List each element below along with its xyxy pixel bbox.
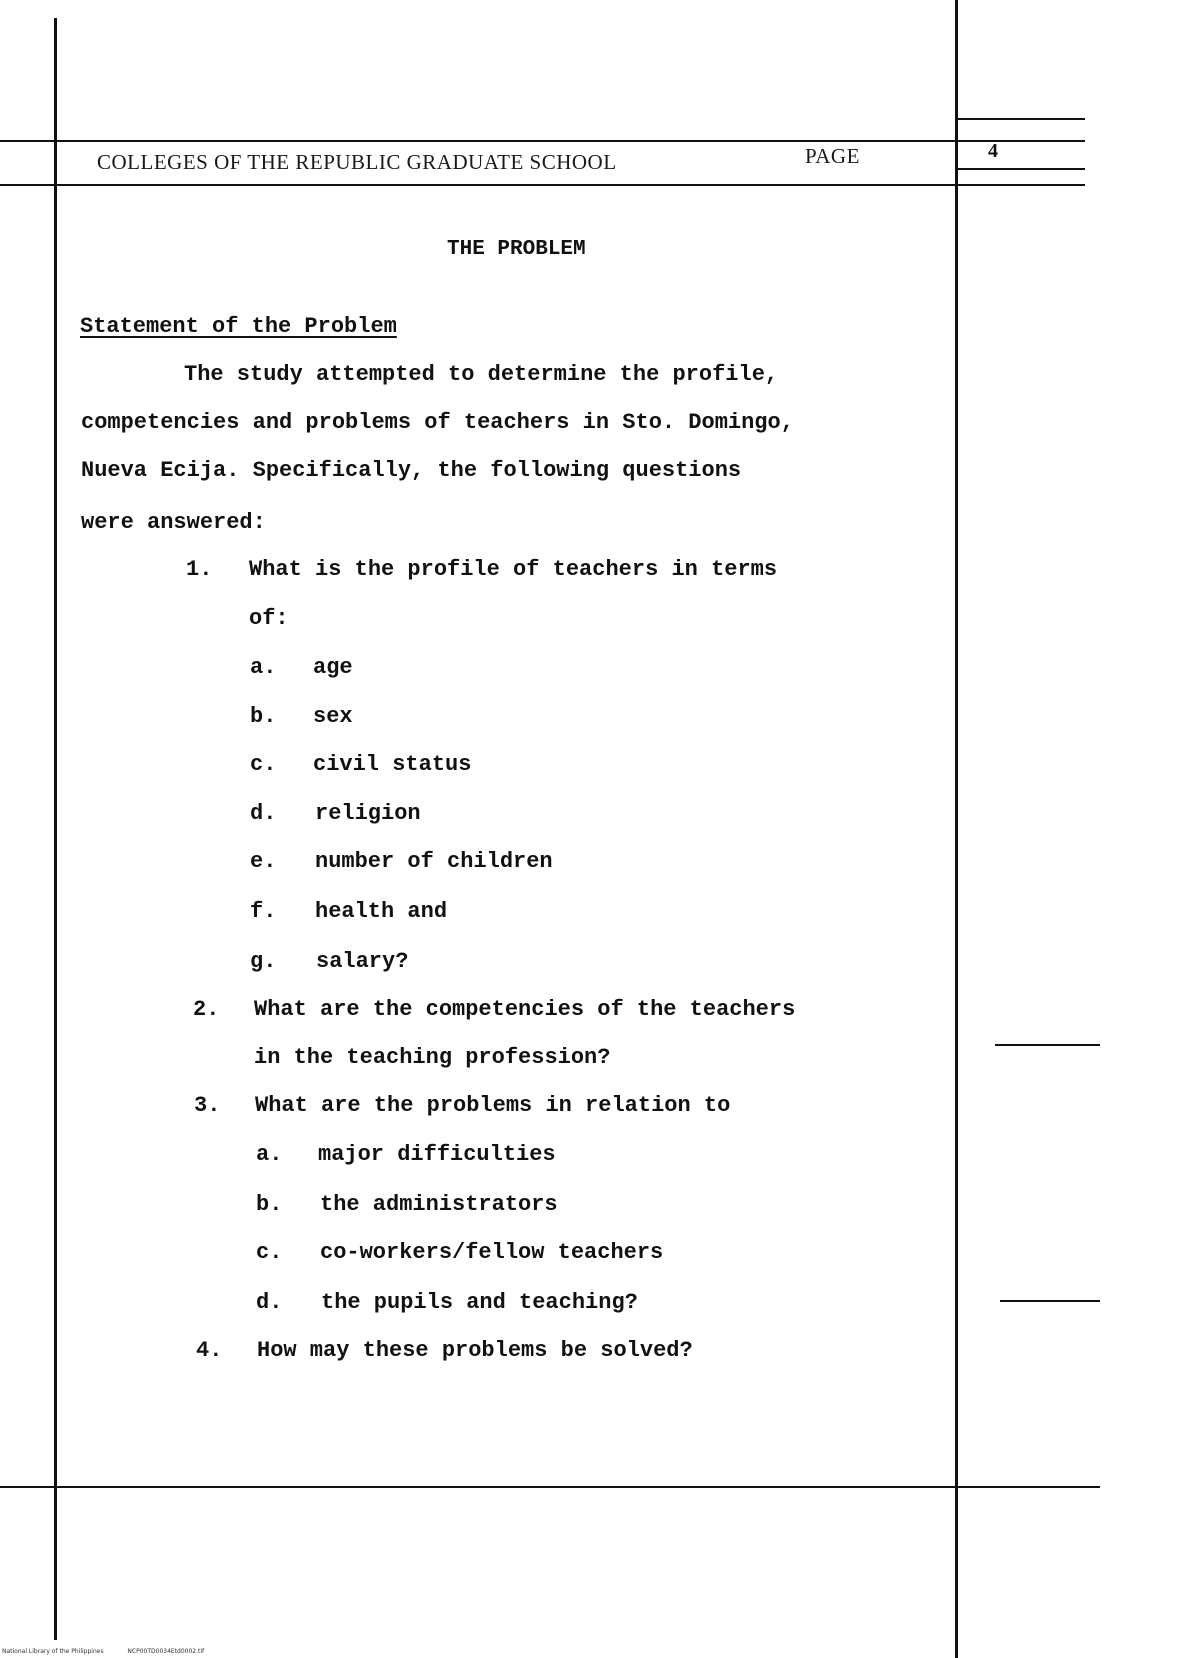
sub-item-letter: c. <box>256 1240 283 1265</box>
footer-source: National Library of the Philippines <box>2 1648 104 1655</box>
sub-item-letter: c. <box>250 752 277 777</box>
sub-item-text: the pupils and teaching? <box>321 1290 638 1315</box>
sub-item-text: major difficulties <box>318 1142 556 1167</box>
right-border-line <box>955 0 958 1658</box>
bottom-line <box>0 1486 1100 1488</box>
sub-item-letter: e. <box>250 849 277 874</box>
header-bottom-line <box>0 184 1085 186</box>
footer-file-id: NCP00TD0034Etd0002.tif <box>127 1648 205 1655</box>
question-text-continued: of: <box>249 606 289 631</box>
question-number: 4. <box>196 1338 223 1363</box>
left-border-line <box>54 18 57 1640</box>
sub-item-text: co-workers/fellow teachers <box>320 1240 664 1265</box>
header-top-line <box>0 140 1085 142</box>
institution-header: COLLEGES OF THE REPUBLIC GRADUATE SCHOOL <box>97 150 617 174</box>
paragraph-line: The study attempted to determine the profile, <box>184 362 779 387</box>
sub-item-letter: d. <box>256 1290 283 1315</box>
sub-item-letter: a. <box>250 655 277 680</box>
page-number: 4 <box>988 140 998 162</box>
sub-item-text: health and <box>315 899 448 924</box>
sub-item-text: number of children <box>315 849 553 874</box>
sub-item-letter: d. <box>250 801 277 826</box>
question-text: What are the problems in relation to <box>255 1093 731 1118</box>
question-text-continued: in the teaching profession? <box>254 1045 611 1070</box>
question-number: 2. <box>193 997 220 1022</box>
question-number: 3. <box>194 1093 221 1118</box>
question-text: How may these problems be solved? <box>257 1338 693 1363</box>
question-number: 1. <box>186 557 213 582</box>
question-text: What is the profile of teachers in terms <box>249 557 778 582</box>
scan-source-footer <box>2 1648 204 1655</box>
header-top-line-right <box>958 118 1085 120</box>
sub-item-letter: f. <box>250 899 277 924</box>
page-label: PAGE <box>805 144 860 168</box>
header-bottom-line-right <box>958 168 1085 170</box>
sub-item-letter: g. <box>250 949 277 974</box>
right-margin-line-1 <box>995 1044 1100 1046</box>
sub-item-text: religion <box>315 801 421 826</box>
paragraph-line: competencies and problems of teachers in Sto. Domingo, <box>81 410 794 435</box>
sub-item-text: the administrators <box>320 1192 558 1217</box>
sub-item-text: sex <box>313 704 353 729</box>
sub-item-text: age <box>313 655 353 680</box>
sub-item-text: salary? <box>316 949 409 974</box>
sub-item-letter: a. <box>256 1142 283 1167</box>
paragraph-line: were answered: <box>81 510 266 535</box>
sub-item-letter: b. <box>250 704 277 729</box>
right-margin-line-2 <box>1000 1300 1100 1302</box>
sub-item-letter: b. <box>256 1192 283 1217</box>
paragraph-line: Nueva Ecija. Specifically, the following questions <box>81 458 742 483</box>
page-title: THE PROBLEM <box>447 238 586 261</box>
question-text: What are the competencies of the teachers <box>254 997 796 1022</box>
sub-item-text: civil status <box>313 752 472 777</box>
section-heading: Statement of the Problem <box>80 314 397 339</box>
